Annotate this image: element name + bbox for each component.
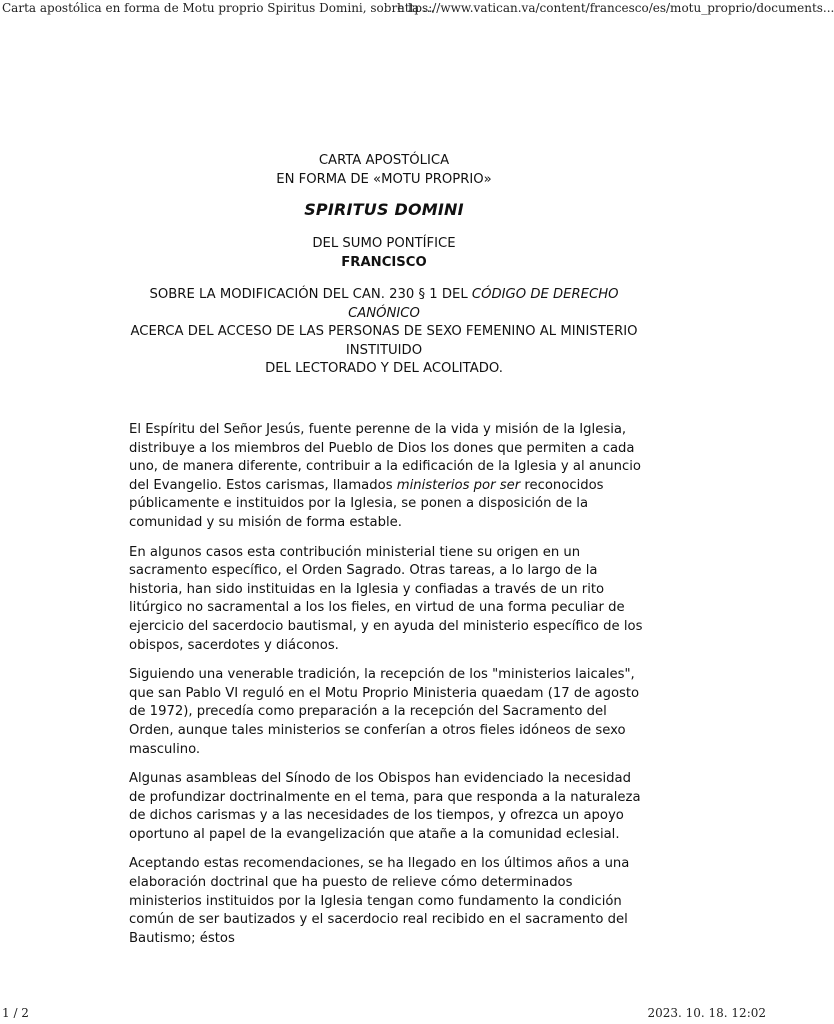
subject-block: [120, 286, 648, 379]
subject-code: CÓDIGO DE DERECHO CANÓNICO: [348, 287, 619, 321]
paragraph-5: Aceptando estas recomendaciones, se ha llegado en los últimos años a una elaboración doctrinal que ha puesto de relieve cómo determinados ministerios instituidos por la Iglesia tengan como fundamento la condición común de ser bautizados y el sacerdocio real recibido en el sacramento del Bautismo; éstos: [129, 856, 630, 946]
paragraph-4: Algunas asambleas del Sínodo de los Obispos han evidenciado la necesidad de profundizar doctrinalmente en el tema, para que responda a la naturaleza de dichos carismas y a las necesidades de los tiempos, y ofrezca un apoyo oportuno al papel de la evangelización que atañe a la comunidad eclesial.: [129, 771, 641, 842]
document-title: SPIRITUS DOMINI: [304, 200, 464, 219]
document-body: [129, 421, 644, 959]
paragraph-1: [129, 421, 644, 533]
pontiff-name: FRANCISCO: [341, 254, 427, 270]
subject-line-1: [120, 286, 648, 323]
paragraph-2: En algunos casos esta contribución ministerial tiene su origen en un sacramento específico, el Orden Sagrado. Otras tareas, a lo largo de la historia, han sido instituidas en la Iglesia y confiadas a través de un rito litúrgico no sacramental a los los fieles, en virtud de una forma peculiar de ejercicio del sacerdocio bautismal, y en ayuda del ministerio específico de los obispos, sacerdotes y diáconos.: [129, 544, 643, 653]
pontiff-line: DEL SUMO PONTÍFICE: [312, 236, 456, 251]
paragraph-1-text-a: El Espíritu del Señor Jesús, fuente perenne de la vida y misión de la Iglesia, distribuye a los miembros del Pueblo de Dios los dones que permiten a cada uno, de manera diferente, contribuir a la edificación de la Iglesia y al anuncio del Evangelio. Estos carismas, llamados: [129, 422, 642, 493]
paragraph-3: Siguiendo una venerable tradición, la recepción de los "ministerios laicales", que san Pablo VI reguló en el Motu Proprio Ministeria quaedam (17 de agosto de 1972), precedía como preparación a la recepción del Sacramento del Orden, aunque tales ministerios se conferían a otros fieles idóneos de sexo masculino.: [129, 667, 640, 757]
print-header: [0, 0, 834, 20]
page-number: 1 / 2: [2, 1006, 29, 1020]
print-header-url: https://www.vatican.va/content/francesco/es/motu_proprio/documents...: [397, 1, 834, 15]
paragraph-1-italic: ministerios por ser: [396, 477, 521, 493]
subject-line-3: DEL LECTORADO Y DEL ACOLITADO.: [265, 361, 503, 377]
print-datetime: 2023. 10. 18. 12:02: [647, 1006, 766, 1020]
heading-line-1: CARTA APOSTÓLICA: [318, 153, 450, 168]
document-heading: [120, 152, 648, 189]
print-header-title: Carta apostólica en forma de Motu proprio Spiritus Domini, sobre la ...: [2, 1, 435, 15]
subject-prefix: SOBRE LA MODIFICACIÓN DEL CAN. 230 § 1 DEL: [149, 287, 472, 302]
paragraph-1-text-b: reconocidos públicamente e instituidos por la Iglesia, se ponen a disposición de la comunidad y su misión de forma estable.: [129, 477, 604, 530]
subject-line-2: ACERCA DEL ACCESO DE LAS PERSONAS DE SEXO FEMENINO AL MINISTERIO INSTITUIDO: [130, 324, 638, 358]
print-footer: [0, 1002, 768, 1024]
pontiff-block: [120, 235, 648, 272]
heading-line-2: EN FORMA DE «MOTU PROPRIO»: [276, 171, 492, 187]
